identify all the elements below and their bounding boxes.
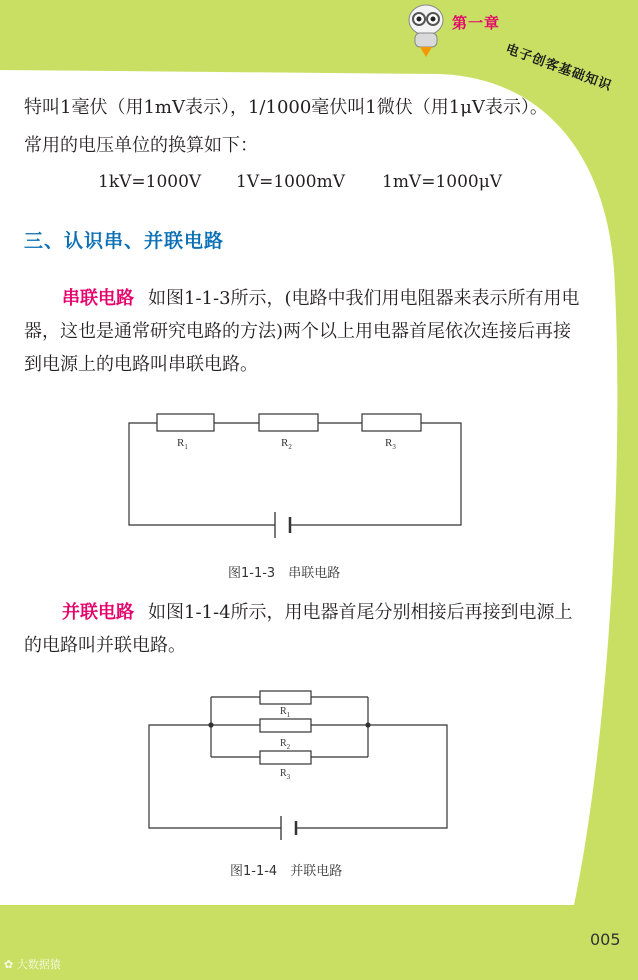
watermark-logo-icon: ✿ [4, 958, 14, 971]
parallel-label-r2: $R_2$ [280, 738, 291, 751]
unit-conversion-2: 1V=1000mV [236, 172, 345, 192]
parallel-junction-right [365, 722, 370, 727]
parallel-resistor-r2 [260, 719, 311, 732]
intro-line-1: 特叫1毫伏（用1mV表示），1/1000毫伏叫1微伏（用1μV表示）。 [24, 97, 548, 118]
section-heading: 三、认识串、并联电路 [24, 230, 225, 252]
unit-conversion-3: 1mV=1000μV [382, 172, 503, 192]
series-text: 如图1-1-3所示，(电路中我们用电阻器来表示所有用电器，这也是通常研究电路的方法)两个以上用电器首尾依次连接后再接到电源上的电路叫串联电路。 [24, 288, 580, 375]
parallel-figure-caption: 图1-1-4 并联电路 [230, 864, 343, 879]
watermark [4, 956, 61, 972]
series-label-r1: $R_1$ [177, 437, 188, 451]
unit-conversion-1: 1kV=1000V [98, 172, 202, 192]
parallel-resistor-r3 [260, 751, 311, 764]
parallel-text: 如图1-1-4所示，用电器首尾分别相接后再接到电源上的电路叫并联电路。 [24, 602, 573, 656]
parallel-junction-left [208, 722, 213, 727]
chapter-label: 第一章 [452, 14, 501, 32]
intro-line-2: 常用的电压单位的换算如下： [24, 135, 258, 156]
watermark-text: 大数据猿 [16, 958, 61, 971]
parallel-label-r1: $R_1$ [280, 706, 291, 719]
parallel-resistor-r1 [260, 691, 311, 704]
series-figure-caption: 图1-1-3 串联电路 [228, 566, 341, 581]
series-label-r3: $R_3$ [385, 437, 396, 451]
series-keyword: 串联电路 [62, 288, 134, 309]
parallel-outer-wires [149, 725, 447, 828]
parallel-keyword: 并联电路 [62, 602, 134, 623]
chapter-subtitle: 电子创客基础知识 [503, 41, 614, 95]
series-label-r2: $R_2$ [281, 437, 292, 451]
page-number: 005 [590, 930, 621, 949]
parallel-label-r3: $R_3$ [280, 768, 291, 781]
